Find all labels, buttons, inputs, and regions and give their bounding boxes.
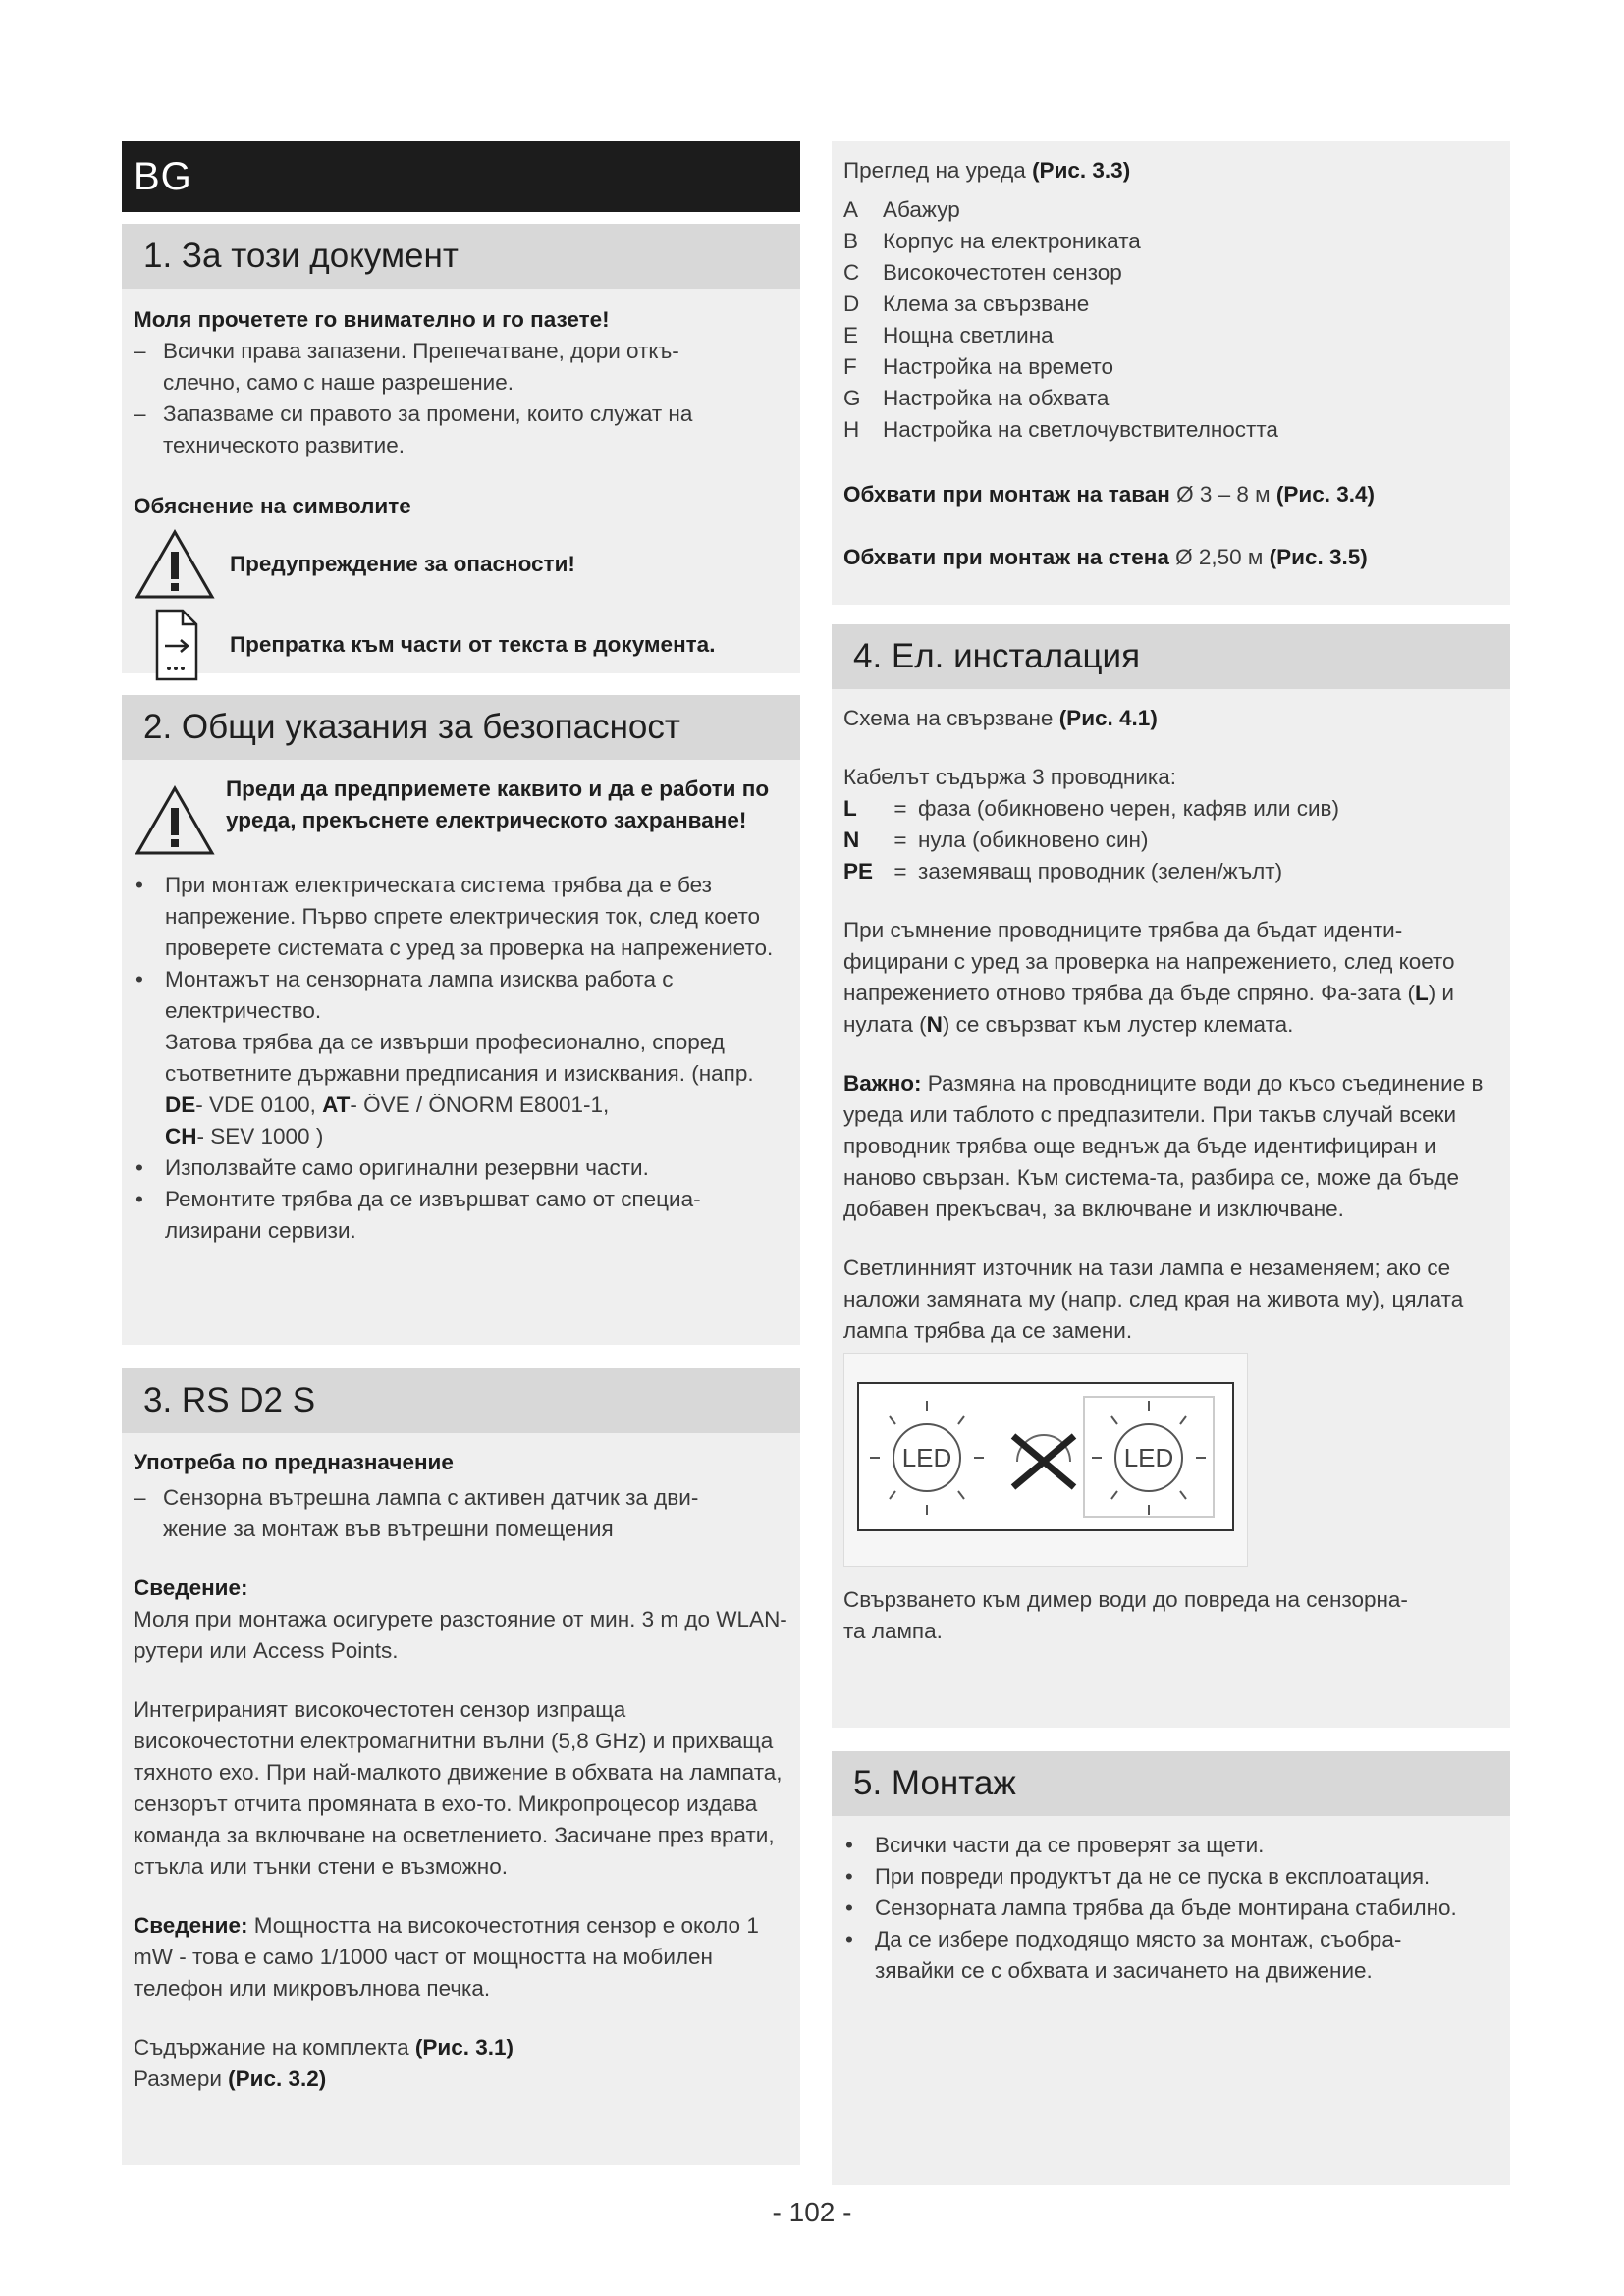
list-item: – Сензорна вътрешна лампа с активен датчик за дви- жение за монтаж във вътрешни помещения [134,1482,788,1545]
left-column [122,141,800,2165]
led-label-left: LED [901,1443,952,1472]
list-item: – Запазваме си правото за промени, които служат на техническото развитие. [134,399,788,461]
part-name: Клема за свързване [883,292,1090,316]
section-overview [832,141,1510,605]
parts-list-item [843,289,1498,320]
part-name: Настройка на обхвата [883,386,1110,410]
note-text: Сведение: Мощността на високочестотния сензор е около 1 mW - това е само 1/1000 част от мощността на мобилен телефон или микровълнова печка. [134,1913,759,2001]
part-letter: A [843,197,859,222]
conductor-code: L [843,796,857,821]
list-item: • Ремонтите трябва да се извършват само от специа- лизирани сервизи. [134,1184,788,1247]
dimmer-warning: Свързването към димер води до повреда на сензорна- та лампа. [843,1587,1408,1643]
section-safety [122,695,800,1345]
equals-sign: = [893,796,907,821]
figure-reference: Съдържание на комплекта (Рис. 3.1) [134,2035,514,2059]
equals-sign: = [893,828,907,852]
paragraph: При съмнение проводниците трябва да бъдат иденти-фицирани с уред за проверка на напрежението, след което напрежението отново трябва да бъде спряно. Фа-зата (L) и нулата (N) се свързват към лустер клемата. [843,918,1455,1037]
subheading: Обяснение на символите [134,494,411,518]
parts-list-item [843,257,1498,289]
cable-item [843,825,1498,856]
section-title: 5. Монтаж [832,1751,1510,1816]
important-note: Важно: Размяна на проводниците води до късо съединение в уреда или таблото с предпазители. При такъв случай всеки проводник трябва още веднъж да бъде идентифициран и наново свързан. Към система-та, разбира се, може да бъде добавен прекъсвач, за включване и изключване. [843,1071,1484,1221]
figure-reference: Размери (Рис. 3.2) [134,2066,327,2091]
part-name: Настройка на времето [883,354,1113,379]
part-letter: G [843,386,861,410]
led-label-right: LED [1123,1443,1174,1472]
light-source-note: Светлинният източник на тази лампа е незаменяем; ако се наложи замяната му (напр. след края на живота му), цялата лампа трябва да се замени. [843,1255,1464,1343]
wall-range: Обхвати при монтаж на стена Ø 2,50 м (Рис. 3.5) [843,545,1368,569]
list-item: • Да се избере подходящо място за монтаж, съобра- зявайки се с обхвата и засичането на движение. [843,1924,1498,1987]
subheading: Употреба по предназначение [134,1450,454,1474]
equals-sign: = [893,859,907,883]
cable-item [843,793,1498,825]
warning-triangle-icon [134,528,216,601]
conductor-description: заземяващ проводник (зелен/жълт) [918,859,1283,883]
part-letter: F [843,354,857,379]
section-title: 2. Общи указания за безопасност [122,695,800,760]
parts-list [843,194,1498,446]
part-letter: H [843,417,860,442]
document-reference-icon [134,607,216,683]
section-rs-d2-s [122,1368,800,2165]
led-no-dimmer-diagram [844,1354,1247,1566]
conductor-code: N [843,828,860,852]
section-electrical [832,624,1510,1728]
list-item: – Всички права запазени. Препечатване, дори откъ- слечно, само с наше разрешение. [134,336,788,399]
part-letter: C [843,260,860,285]
parts-list-item [843,351,1498,383]
part-name: Абажур [883,197,960,222]
conductor-description: нула (обикновено син) [918,828,1149,852]
parts-list-item [843,194,1498,226]
part-name: Нощна светлина [883,323,1054,347]
symbol-warning-label: Предупреждение за опасности! [230,552,575,576]
symbol-row [134,528,788,601]
list-item: • При повреди продуктът да не се пуска в експлоатация. [843,1861,1498,1893]
subheading: Моля прочетете го внимателно и го пазете! [134,307,610,332]
symbol-row [134,607,788,683]
list-item: • При монтаж електрическата система трябва да е без напрежение. Първо спрете електрическия ток, след което проверете системата с уред за проверка на напрежението. [134,870,788,964]
page-number: - 102 - [772,2197,852,2227]
section-title: 4. Ел. инсталация [832,624,1510,689]
symbol-reference-label: Препратка към части от текста в документа. [230,632,716,657]
parts-list-item [843,383,1498,414]
note-heading: Сведение: [134,1575,248,1600]
list-item: • Сензорната лампа трябва да бъде монтирана стабилно. [843,1893,1498,1924]
section-title: 1. За този документ [122,224,800,289]
part-letter: D [843,292,860,316]
warning-text: Преди да предприемете каквито и да е работи по уреда, прекъснете електрическото захранване! [226,776,770,832]
section-mounting [832,1751,1510,2185]
language-bar: BG [122,141,800,212]
list-item: • Всички части да се проверят за щети. [843,1830,1498,1861]
list-item: • Монтажът на сензорната лампа изисква работа с електричество. Затова трябва да се извърши професионално, според съответните държавни предписания и изисквания. (напр. DE- VDE 0100, AT- ÖVE / ÖNORM E8001-1, CH- SEV 1000 ) [134,964,788,1152]
warning-triangle-icon [134,779,216,862]
part-name: Корпус на електрониката [883,229,1141,253]
right-column [832,141,1510,2185]
part-letter: E [843,323,859,347]
parts-list-item [843,320,1498,351]
part-name: Настройка на светлочувствителността [883,417,1278,442]
cable-intro: Кабелът съдържа 3 проводника: [843,765,1177,789]
conductor-code: PE [843,859,874,883]
led-dimmer-illustration [843,1353,1248,1567]
cable-list [843,793,1498,887]
parts-list-item [843,226,1498,257]
paragraph: Интегрираният високочестотен сензор изпраща високочестотни електромагнитни вълни (5,8 GHz) и прихваща тяхното ехо. При най-малкото движение в обхвата на лампата, сензорът отчита промяната в ехо-то. Микропроцесор издава команда за включване на осветлението. Засичане през врати, стъкла или тънки стени е възможно. [134,1697,783,1879]
figure-reference: Схема на свързване (Рис. 4.1) [843,706,1158,730]
part-letter: B [843,229,859,253]
conductor-description: фаза (обикновено черен, кафяв или сив) [918,796,1339,821]
parts-list-item [843,414,1498,446]
safety-warning [134,774,788,862]
list-item: • Използвайте само оригинални резервни части. [134,1152,788,1184]
part-name: Високочестотен сензор [883,260,1122,285]
figure-reference: Преглед на уреда (Рис. 3.3) [843,158,1131,183]
section-about-document [122,224,800,673]
section-title: 3. RS D2 S [122,1368,800,1433]
note-text: Моля при монтажа осигурете разстояние от мин. 3 m до WLAN-рутери или Access Points. [134,1607,787,1663]
cable-item [843,856,1498,887]
ceiling-range: Обхвати при монтаж на таван Ø 3 – 8 м (Рис. 3.4) [843,482,1376,507]
